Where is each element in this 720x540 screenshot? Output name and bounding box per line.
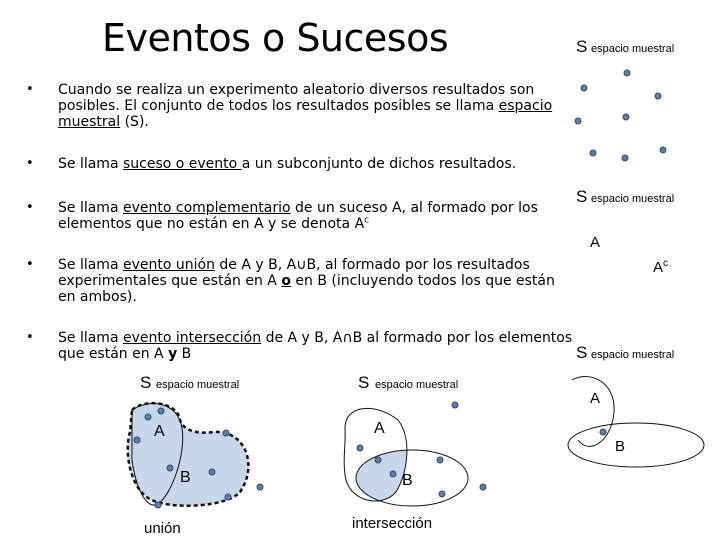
bullet-dot: • — [26, 156, 34, 171]
complement-label: $A^c$ — [653, 258, 669, 276]
s-label: espacio muestral — [375, 379, 459, 391]
set-a-label: A — [374, 420, 385, 437]
s-symbol: S — [358, 373, 370, 392]
point — [655, 93, 661, 99]
point — [134, 437, 140, 443]
bullet-dot: • — [26, 330, 34, 345]
bullet-dot: • — [26, 82, 34, 97]
point — [590, 150, 596, 156]
term-evento-interseccion: evento intersección — [122, 330, 262, 346]
bullet-text: Cuando se realiza un experimento aleatorio diversos resultados son posibles. El conjunto de todos los resultados posibles se llama — [58, 82, 535, 114]
union-intersection-diagram — [568, 343, 704, 467]
set-b-outline — [568, 423, 704, 467]
point — [223, 430, 229, 436]
set-a-outline — [572, 377, 614, 447]
point — [145, 414, 151, 420]
point — [357, 445, 363, 451]
point — [158, 408, 164, 414]
set-b-label: B — [180, 469, 191, 486]
set-a-label: A — [154, 423, 165, 440]
term-y: y — [168, 346, 178, 362]
bullet-text-end: de un suceso A, al formado por los elementos que no están en A y se denota A — [58, 200, 538, 232]
complement-superscript: c — [364, 215, 370, 226]
complement-diagram — [576, 187, 674, 276]
term-suceso-evento: suceso o evento — [122, 156, 242, 172]
point — [623, 114, 629, 120]
point — [624, 70, 630, 76]
union-caption: unión — [144, 520, 181, 537]
sample-space-diagram — [575, 37, 674, 161]
s-label: espacio muestral — [156, 379, 240, 391]
s-label: espacio muestral — [591, 349, 675, 361]
bullet-text-mid: de A y B, A∩B al formado por los elementos que están en A — [58, 330, 573, 362]
bullet-dot: • — [26, 257, 34, 272]
point — [452, 402, 458, 408]
bullet-text-end: a un subconjunto de dichos resultados. — [241, 156, 517, 172]
point — [581, 85, 587, 91]
term-evento-complementario: evento complementario — [122, 200, 291, 216]
page-title: Eventos o Sucesos — [102, 16, 449, 60]
bullet-text-end: en B (incluyendo todos los que están en ambos). — [58, 273, 555, 305]
set-b-label: B — [402, 472, 413, 489]
point — [622, 155, 628, 161]
intersection-caption: intersección — [352, 515, 433, 532]
point — [257, 484, 263, 490]
point — [225, 494, 231, 500]
bullet-text: Se llama — [58, 330, 123, 346]
s-symbol: S — [576, 343, 588, 362]
set-a-label: A — [590, 390, 601, 407]
bullet-text-end: (S). — [120, 114, 149, 130]
point — [660, 147, 666, 153]
point — [437, 457, 443, 463]
bullet-text-end: B — [177, 346, 192, 362]
point — [575, 118, 581, 124]
intersection-diagram — [344, 373, 486, 532]
s-label: espacio muestral — [591, 43, 675, 55]
set-a-label: A — [590, 234, 601, 251]
set-b-label: B — [615, 438, 626, 455]
point — [375, 457, 381, 463]
term-evento-union: evento unión — [122, 257, 215, 273]
term-espacio-muestral: espacio muestral — [58, 98, 553, 130]
point — [209, 469, 215, 475]
point — [439, 491, 445, 497]
sample-points — [575, 70, 666, 161]
s-label: espacio muestral — [591, 193, 675, 205]
bullet-text: Se llama — [58, 257, 123, 273]
point — [167, 465, 173, 471]
bullet-text-mid: de A y B, A∪B, al formado por los resultados experimentales que están en A — [58, 257, 530, 289]
bullet-text: Se llama — [58, 156, 123, 172]
s-symbol: S — [576, 187, 588, 206]
point — [600, 429, 606, 435]
point — [155, 502, 161, 508]
union-diagram — [128, 373, 263, 537]
s-symbol: S — [140, 373, 152, 392]
bullet-dot: • — [26, 200, 34, 215]
bullet-text: Se llama — [58, 200, 123, 216]
point — [480, 484, 486, 490]
term-o: o — [281, 273, 291, 289]
point — [390, 471, 396, 477]
s-symbol: S — [576, 37, 588, 56]
